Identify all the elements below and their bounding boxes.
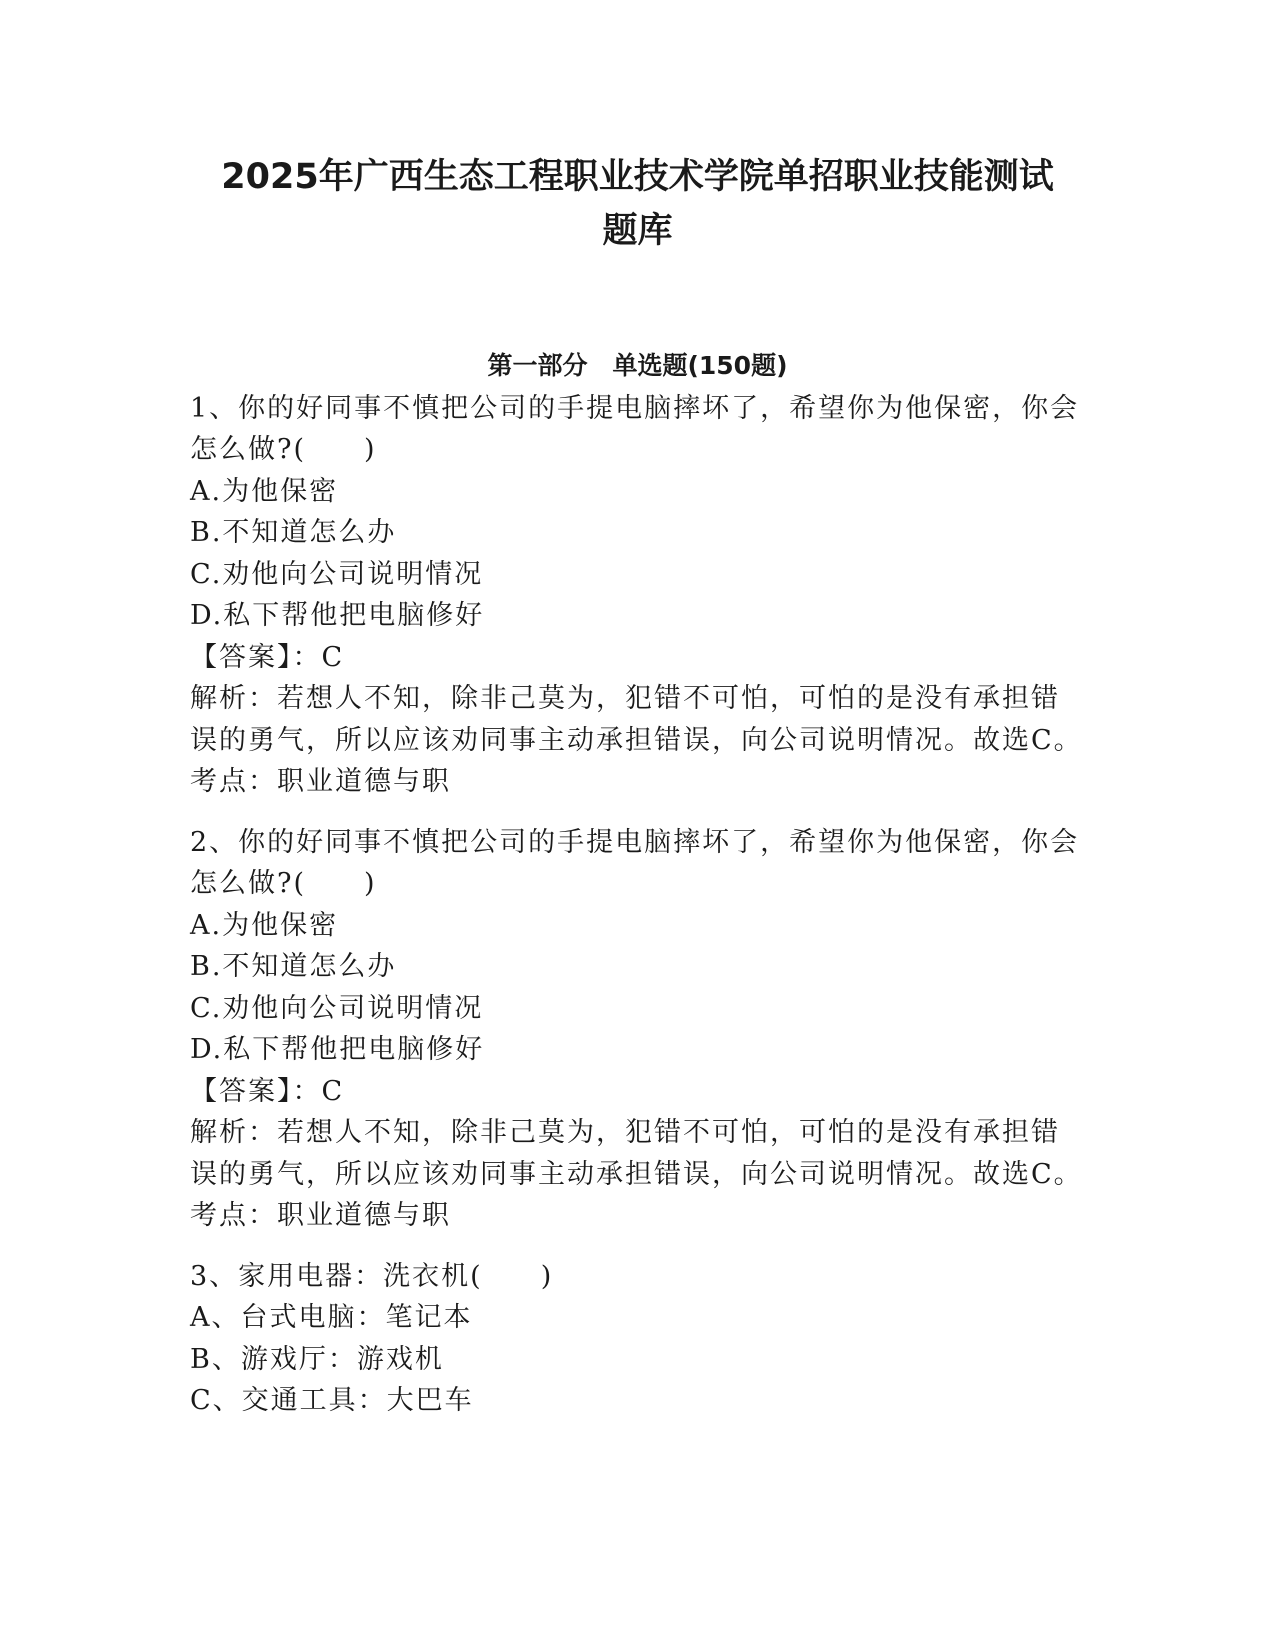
question-1-stem-line-1: 1、你的好同事不慎把公司的手提电脑摔坏了，希望你为他保密，你会 bbox=[190, 393, 1080, 424]
question-1-option-b: B.不知道怎么办 bbox=[190, 517, 397, 548]
question-1-answer: 【答案】：C bbox=[190, 642, 345, 673]
question-2-option-c: C.劝他向公司说明情况 bbox=[190, 993, 484, 1024]
question-2-topic: 考点：职业道德与职 bbox=[190, 1200, 451, 1231]
question-1-topic: 考点：职业道德与职 bbox=[190, 766, 451, 797]
document-title-line-1: 2025年广西生态工程职业技术学院单招职业技能测试 bbox=[221, 157, 1054, 197]
question-3-option-a: A、台式电脑：笔记本 bbox=[190, 1302, 473, 1333]
question-3-option-c: C、交通工具：大巴车 bbox=[190, 1385, 474, 1416]
question-3-stem: 3、家用电器：洗衣机( ) bbox=[190, 1261, 554, 1292]
question-1-option-c: C.劝他向公司说明情况 bbox=[190, 559, 484, 590]
question-1-analysis-line-2: 误的勇气，所以应该劝同事主动承担错误，向公司说明情况。故选C。 bbox=[190, 725, 1083, 756]
document-title-line-2: 题库 bbox=[602, 211, 673, 251]
question-2-stem-line-1: 2、你的好同事不慎把公司的手提电脑摔坏了，希望你为他保密，你会 bbox=[190, 827, 1080, 858]
question-2-answer: 【答案】：C bbox=[190, 1076, 345, 1107]
question-2-option-d: D.私下帮他把电脑修好 bbox=[190, 1034, 485, 1065]
question-1-option-a: A.为他保密 bbox=[190, 476, 339, 507]
question-1-option-d: D.私下帮他把电脑修好 bbox=[190, 600, 485, 631]
question-1-stem-line-2: 怎么做?( ) bbox=[190, 434, 377, 465]
question-2-option-b: B.不知道怎么办 bbox=[190, 951, 397, 982]
question-2-option-a: A.为他保密 bbox=[190, 910, 339, 941]
question-2-analysis-line-1: 解析：若想人不知，除非己莫为，犯错不可怕，可怕的是没有承担错 bbox=[190, 1117, 1060, 1148]
question-1-analysis-line-1: 解析：若想人不知，除非己莫为，犯错不可怕，可怕的是没有承担错 bbox=[190, 683, 1060, 714]
question-2-stem-line-2: 怎么做?( ) bbox=[190, 868, 377, 899]
question-2-analysis-line-2: 误的勇气，所以应该劝同事主动承担错误，向公司说明情况。故选C。 bbox=[190, 1159, 1083, 1190]
question-3-option-b: B、游戏厅：游戏机 bbox=[190, 1344, 444, 1375]
section-heading: 第一部分 单选题(150题) bbox=[487, 351, 788, 380]
